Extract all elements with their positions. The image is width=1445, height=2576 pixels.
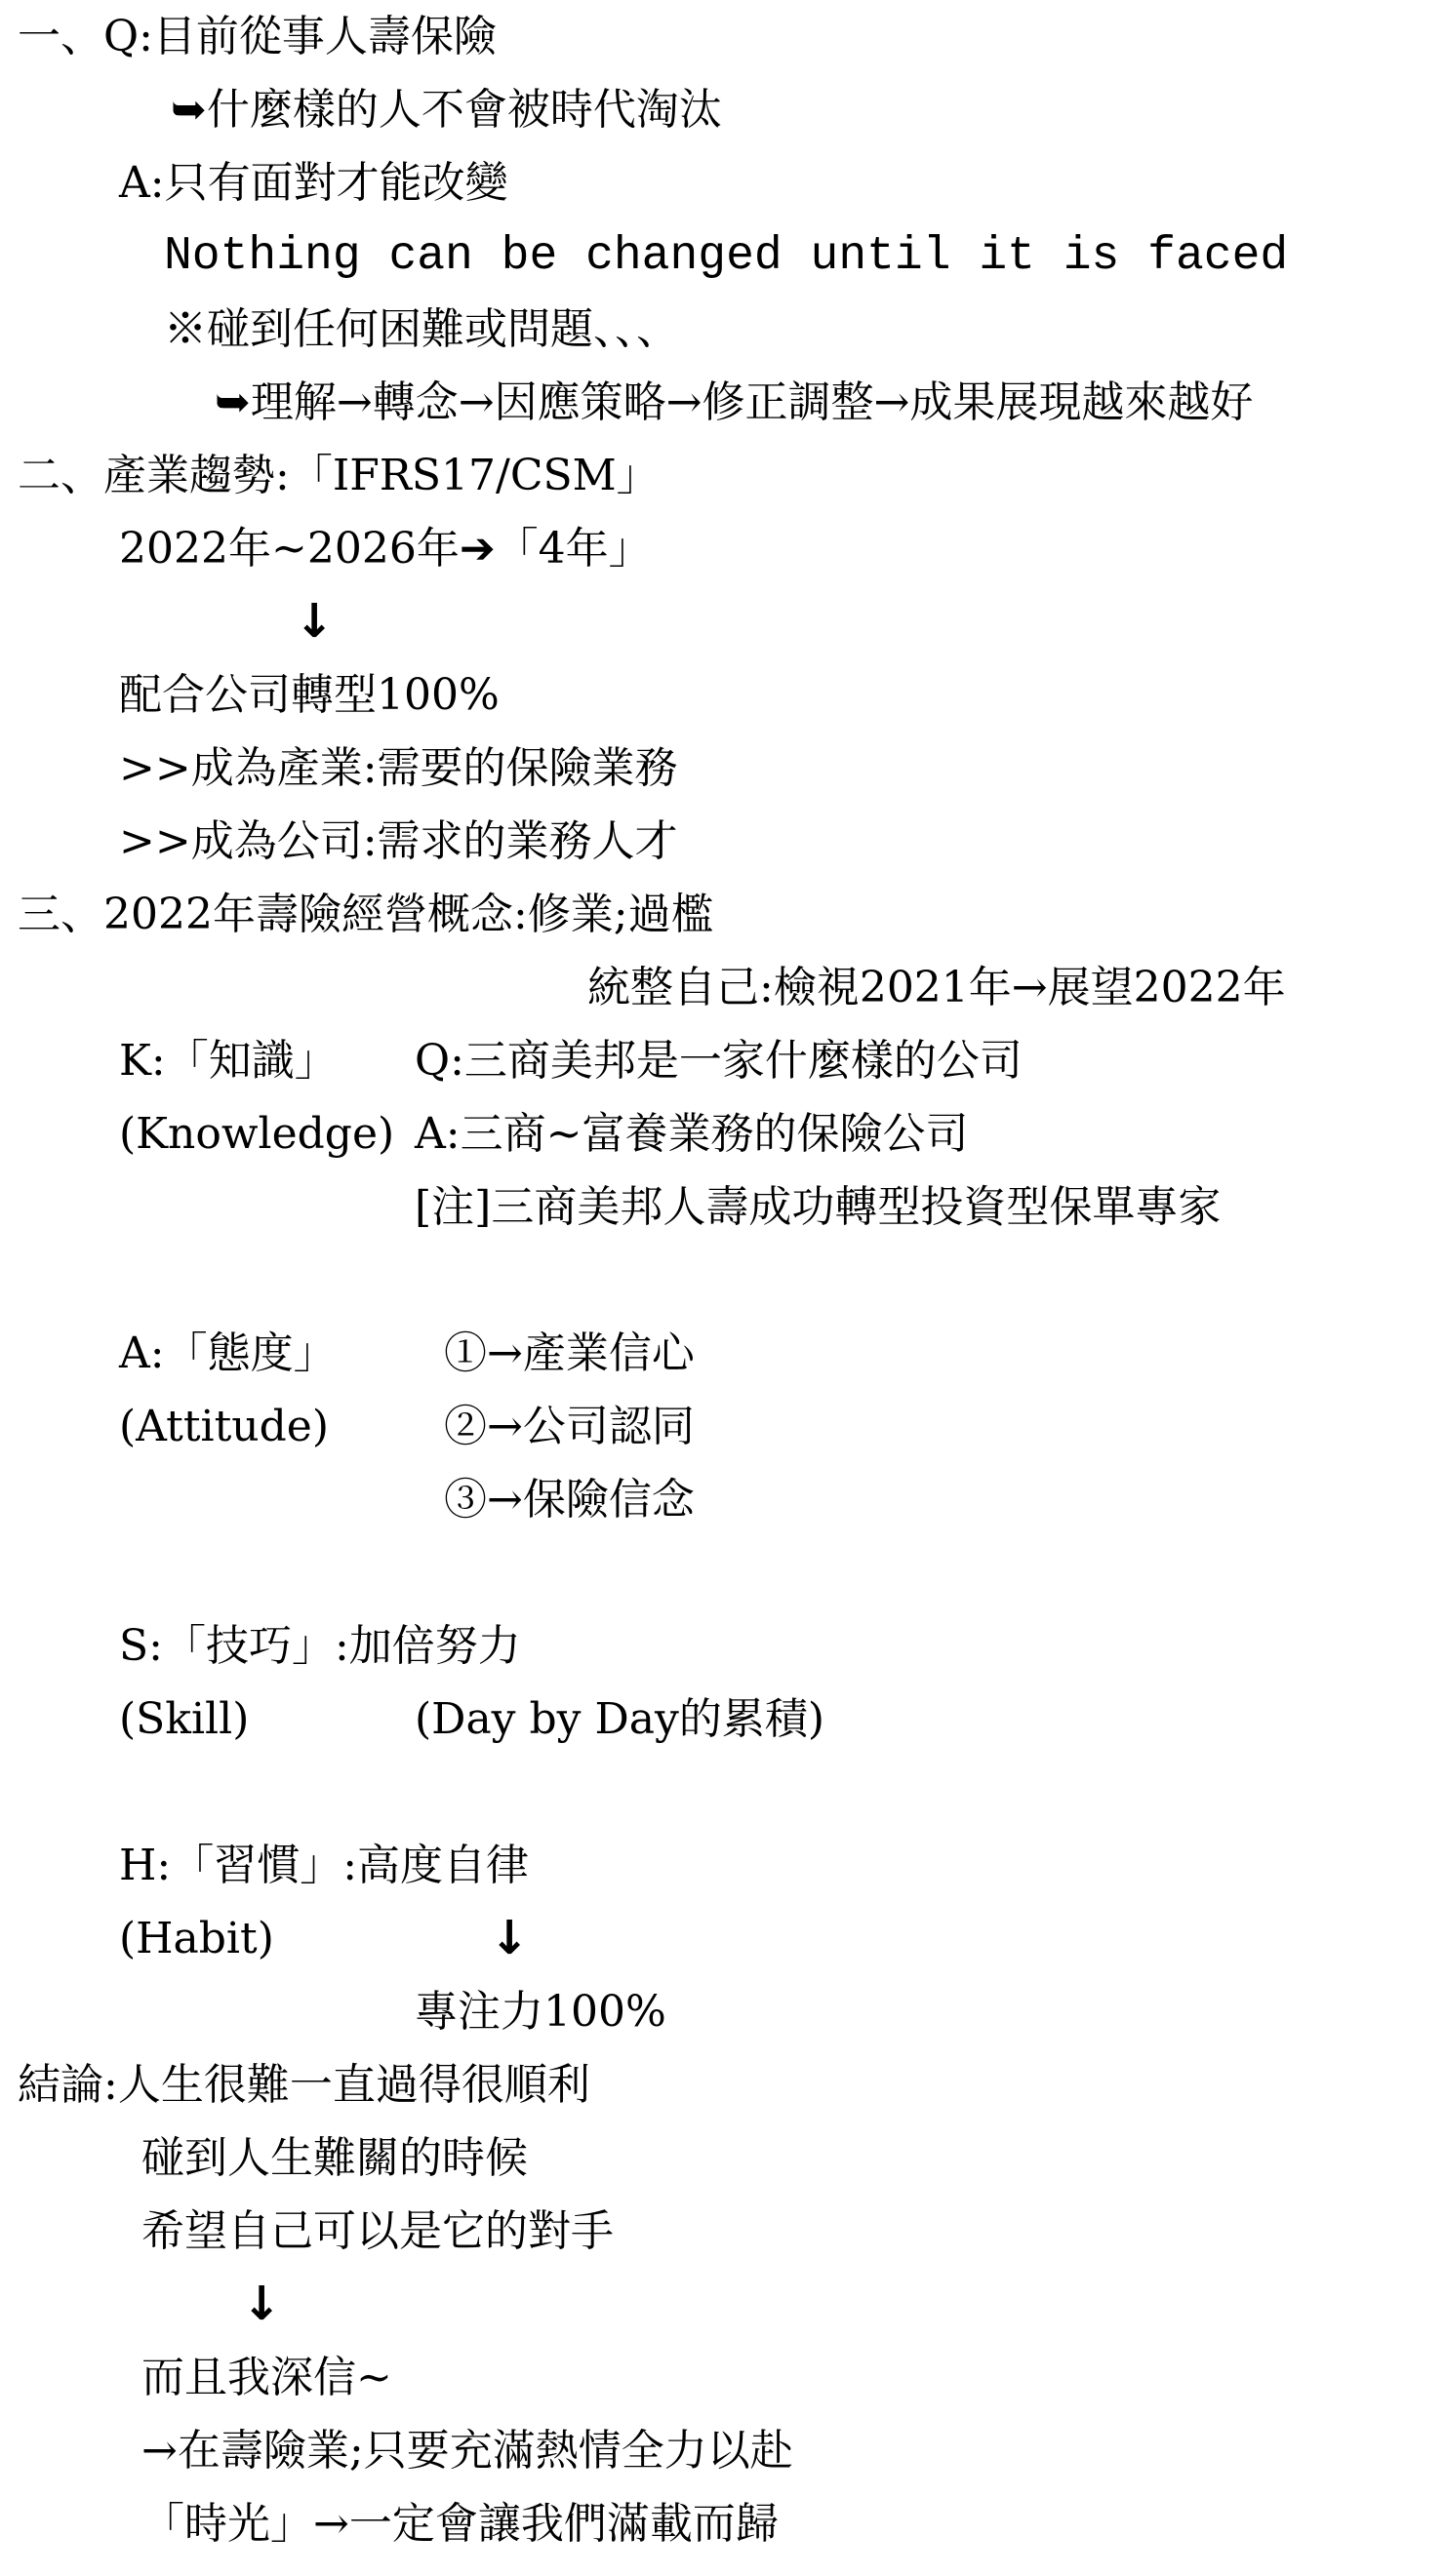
section-2-years: 2022年~2026年➔「4年」 bbox=[119, 524, 652, 574]
knowledge-english: (Knowledge) bbox=[119, 1109, 395, 1159]
attitude-label: A:「態度」 bbox=[119, 1328, 337, 1378]
section-1-flow: ➥理解→轉念→因應策略→修正調整→成果展現越來越好 bbox=[215, 377, 1254, 427]
conclusion-line-5: 「時光」→一定會讓我們滿載而歸 bbox=[141, 2499, 779, 2549]
section-1-note: ※碰到任何困難或問題、、、 bbox=[164, 304, 679, 354]
habit-result: 專注力100% bbox=[415, 1987, 666, 2037]
attitude-item-2: ②→公司認同 bbox=[444, 1402, 695, 1451]
down-arrow-icon: ↓ bbox=[295, 594, 335, 649]
skill-note: (Day by Day的累積) bbox=[415, 1694, 825, 1744]
conclusion-line-4: →在壽險業;只要充滿熱情全力以赴 bbox=[141, 2426, 793, 2476]
conclusion-line-3: 而且我深信~ bbox=[141, 2353, 392, 2402]
skill-english: (Skill) bbox=[119, 1694, 250, 1744]
section-3-review: 統整自己:檢視2021年→展望2022年 bbox=[587, 963, 1286, 1012]
down-arrow-icon: ↓ bbox=[490, 1911, 530, 1965]
section-2-transform: 配合公司轉型100% bbox=[119, 670, 500, 720]
attitude-item-1: ①→產業信心 bbox=[444, 1328, 695, 1378]
conclusion-title: 結論:人生很難一直過得很順利 bbox=[18, 2060, 590, 2110]
knowledge-question: Q:三商美邦是一家什麼樣的公司 bbox=[415, 1036, 1023, 1086]
down-arrow-icon: ↓ bbox=[242, 2277, 282, 2331]
section-2-title: 二、產業趨勢:「IFRS17/CSM」 bbox=[18, 451, 660, 500]
section-2-industry: >>成為產業:需要的保險業務 bbox=[119, 743, 678, 793]
attitude-item-3: ③→保險信念 bbox=[444, 1475, 695, 1525]
habit-label: H:「習慣」:高度自律 bbox=[119, 1841, 530, 1890]
skill-label: S:「技巧」:加倍努力 bbox=[119, 1621, 521, 1671]
habit-english: (Habit) bbox=[119, 1914, 274, 1963]
section-1-question-sub: ➥什麼樣的人不會被時代淘汰 bbox=[171, 85, 722, 135]
section-1-answer: A:只有面對才能改變 bbox=[119, 158, 508, 208]
attitude-english: (Attitude) bbox=[119, 1402, 329, 1451]
knowledge-note: [注]三商美邦人壽成功轉型投資型保單專家 bbox=[415, 1182, 1222, 1232]
section-2-company: >>成為公司:需求的業務人才 bbox=[119, 816, 678, 866]
section-1-english-quote: Nothing can be changed until it is faced bbox=[164, 230, 1289, 283]
knowledge-answer: A:三商~富養業務的保險公司 bbox=[415, 1109, 969, 1159]
knowledge-label: K:「知識」 bbox=[119, 1036, 338, 1086]
conclusion-line-2: 希望自己可以是它的對手 bbox=[141, 2206, 614, 2256]
section-1-title: 一、Q:目前從事人壽保險 bbox=[18, 12, 497, 61]
conclusion-line-1: 碰到人生難關的時候 bbox=[141, 2133, 528, 2183]
section-3-title: 三、2022年壽險經營概念:修業;過檻 bbox=[18, 890, 714, 939]
